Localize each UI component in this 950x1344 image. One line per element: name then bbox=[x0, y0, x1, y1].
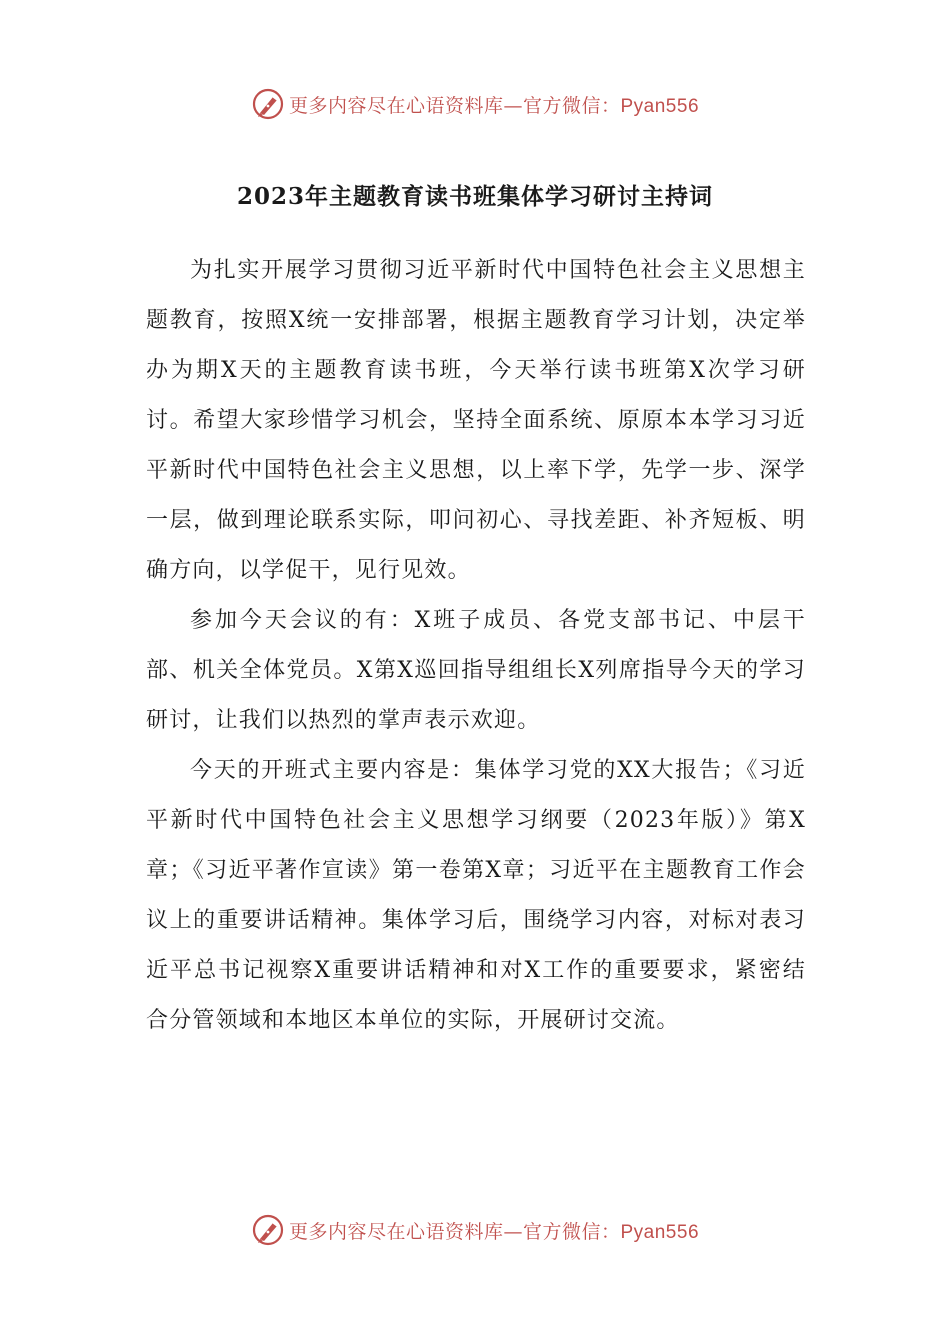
paragraph: 参加今天会议的有：X班子成员、各党支部书记、中层干部、机关全体党员。X第X巡回指导组组长X列席指导今天的学习研讨，让我们以热烈的掌声表示欢迎。 bbox=[146, 608, 806, 733]
paragraph: 为扎实开展学习贯彻习近平新时代中国特色社会主义思想主题教育，按照X统一安排部署，根据主题教育学习计划，决定举办为期X天的主题教育读书班，今天举行读书班第X次学习研讨。希望大家珍惜学习机会，坚持全面系统、原原本本学习习近平新时代中国特色社会主义思想，以上率下学，先学一步、深学一层，做到理论联系实际，叩问初心、寻找差距、补齐短板、明确方向，以学促干，见行见效。 bbox=[146, 258, 806, 583]
document-body bbox=[146, 246, 806, 1046]
document-title: 2023年主题教育读书班集体学习研讨主持词 bbox=[236, 183, 713, 210]
banner-text bbox=[289, 1217, 699, 1244]
banner-wechat-id: Pyan556 bbox=[620, 1221, 700, 1243]
pen-nib-icon bbox=[251, 1213, 285, 1247]
header-banner bbox=[0, 84, 950, 124]
footer-banner bbox=[0, 1210, 950, 1250]
pen-nib-icon bbox=[251, 87, 285, 121]
banner-slogan: 更多内容尽在心语资料库—官方微信： bbox=[288, 1220, 621, 1243]
paragraph: 今天的开班式主要内容是：集体学习党的XX大报告；《习近平新时代中国特色社会主义思想学习纲要（2023年版）》第X章；《习近平著作宣读》第一卷第X章；习近平在主题教育工作会议上的重要讲话精神。集体学习后，围绕学习内容，对标对表习近平总书记视察X重要讲话精神和对X工作的重要要求，紧密结合分管领域和本地区本单位的实际，开展研讨交流。 bbox=[146, 758, 806, 1033]
banner-text bbox=[289, 91, 699, 118]
banner-wechat-id: Pyan556 bbox=[620, 95, 700, 117]
banner-slogan: 更多内容尽在心语资料库—官方微信： bbox=[288, 94, 621, 117]
